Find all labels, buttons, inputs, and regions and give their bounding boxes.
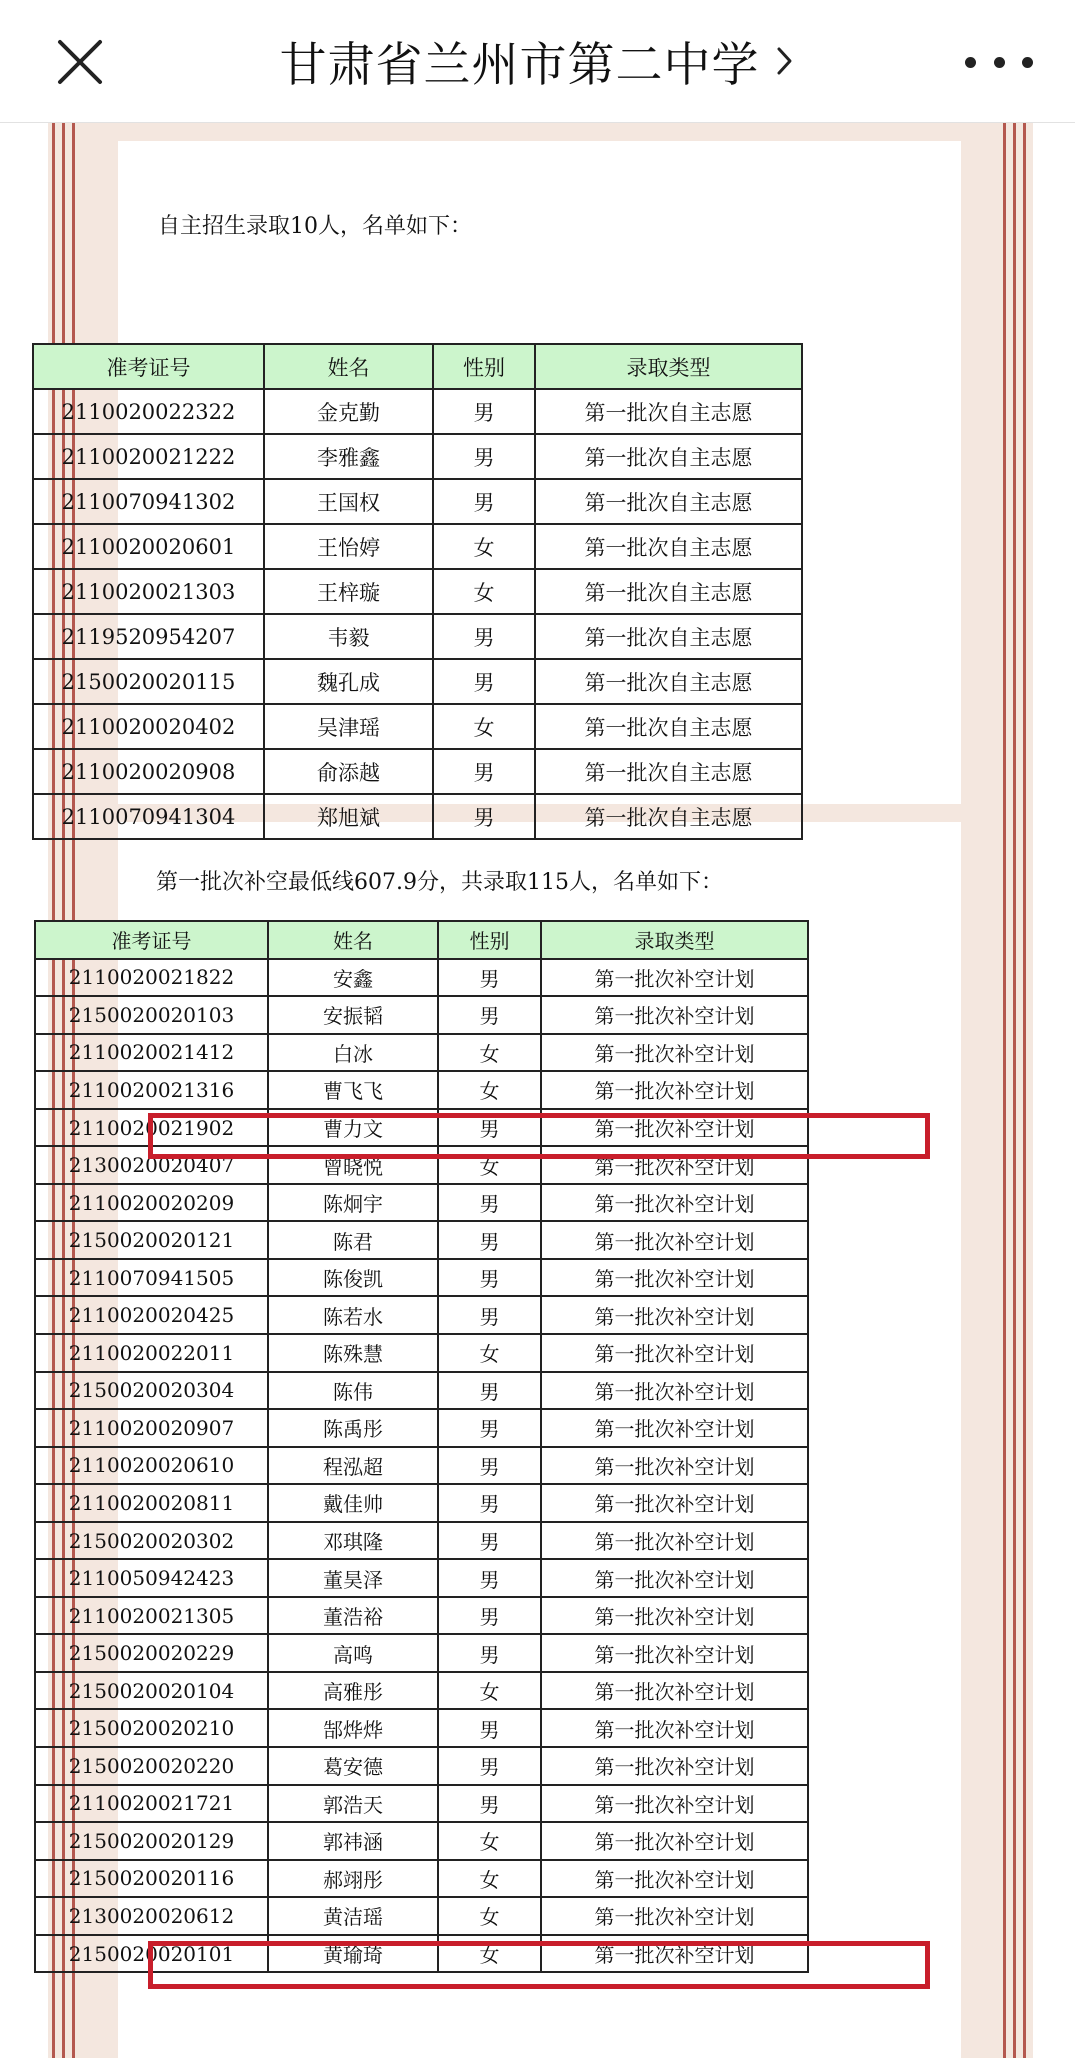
exam-id-cell: 2110020020908 [33,749,264,794]
name-cell: 陈俊凯 [268,1259,438,1297]
exam-id-cell: 2119520954207 [33,614,264,659]
name-cell: 陈君 [268,1221,438,1259]
admission-type-cell: 第一批次补空计划 [541,1447,808,1485]
gender-cell: 女 [438,1071,541,1109]
gender-cell: 男 [433,794,535,839]
gender-cell: 男 [438,1785,541,1823]
table-row [35,996,808,1034]
table-row [35,1747,808,1785]
admission-type-cell: 第一批次补空计划 [541,1334,808,1372]
close-button[interactable] [52,36,108,88]
exam-id-cell: 2110020021222 [33,434,264,479]
name-cell: 郭浩天 [268,1785,438,1823]
exam-id-cell: 2110020020811 [35,1484,268,1522]
name-cell: 董浩裕 [268,1597,438,1635]
admission-type-cell: 第一批次补空计划 [541,1747,808,1785]
column-header: 录取类型 [535,344,802,389]
name-cell: 陈禹彤 [268,1409,438,1447]
name-cell: 安振韬 [268,996,438,1034]
table-row [35,1372,808,1410]
gender-cell: 男 [438,1372,541,1410]
exam-id-cell: 2110020021305 [35,1597,268,1635]
name-cell: 陈炯宇 [268,1184,438,1222]
name-cell: 郑旭斌 [264,794,433,839]
admission-type-cell: 第一批次补空计划 [541,1559,808,1597]
admission-type-cell: 第一批次补空计划 [541,1785,808,1823]
table-row [33,794,802,839]
name-cell: 黄瑜琦 [268,1935,438,1973]
table-row [35,1447,808,1485]
exam-id-cell: 2130020020407 [35,1146,268,1184]
table-row [35,1935,808,1973]
name-cell: 高鸣 [268,1634,438,1672]
column-header: 性别 [433,344,535,389]
admission-type-cell: 第一批次自主志愿 [535,524,802,569]
name-cell: 曹力文 [268,1109,438,1147]
admission-type-cell: 第一批次自主志愿 [535,479,802,524]
name-cell: 董昊泽 [268,1559,438,1597]
gender-cell: 男 [438,1221,541,1259]
name-cell: 韦毅 [264,614,433,659]
admission-type-cell: 第一批次补空计划 [541,1897,808,1935]
name-cell: 葛安德 [268,1747,438,1785]
admission-type-cell: 第一批次自主志愿 [535,389,802,434]
admission-type-cell: 第一批次补空计划 [541,1146,808,1184]
gender-cell: 女 [433,704,535,749]
table-row [35,1071,808,1109]
exam-id-cell: 2110020020601 [33,524,264,569]
table-row [35,1709,808,1747]
table-row [33,569,802,614]
exam-id-cell: 2110050942423 [35,1559,268,1597]
name-cell: 陈伟 [268,1372,438,1410]
table-row [35,1109,808,1147]
gender-cell: 男 [438,1634,541,1672]
frame-stripe [1013,123,1016,2058]
table-row [35,1259,808,1297]
name-cell: 曾晓悦 [268,1146,438,1184]
exam-id-cell: 2110020020402 [33,704,264,749]
table-row [35,1785,808,1823]
section-intro: 自主招生录取10人，名单如下： [158,214,472,239]
exam-id-cell: 2110070941302 [33,479,264,524]
exam-id-cell: 2150020020220 [35,1747,268,1785]
name-cell: 戴佳帅 [268,1484,438,1522]
table-row [35,1822,808,1860]
gender-cell: 男 [438,1109,541,1147]
name-cell: 郜烨烨 [268,1709,438,1747]
close-icon [56,38,104,86]
name-cell: 安鑫 [268,959,438,997]
name-cell: 曹飞飞 [268,1071,438,1109]
table-row [35,1559,808,1597]
exam-id-cell: 2150020020210 [35,1709,268,1747]
exam-id-cell: 2110020022322 [33,389,264,434]
exam-id-cell: 2150020020103 [35,996,268,1034]
gender-cell: 男 [438,1296,541,1334]
admission-type-cell: 第一批次补空计划 [541,1221,808,1259]
admission-type-cell: 第一批次补空计划 [541,1184,808,1222]
exam-id-cell: 2110020020209 [35,1184,268,1222]
table-row [35,1897,808,1935]
exam-id-cell: 2110020021412 [35,1034,268,1072]
table-row [35,1860,808,1898]
table-row [35,1184,808,1222]
gender-cell: 男 [438,1709,541,1747]
independent-admission-table [32,343,803,840]
nav-bar [0,0,1075,123]
name-cell: 白冰 [268,1034,438,1072]
table-row [35,1672,808,1710]
name-cell: 陈殊慧 [268,1334,438,1372]
exam-id-cell: 2150020020121 [35,1221,268,1259]
gender-cell: 男 [438,1484,541,1522]
column-header: 性别 [438,921,541,959]
table-row [33,389,802,434]
admission-type-cell: 第一批次补空计划 [541,1709,808,1747]
exam-id-cell: 2110020021822 [35,959,268,997]
exam-id-cell: 2150020020302 [35,1522,268,1560]
admission-type-cell: 第一批次补空计划 [541,1034,808,1072]
admission-type-cell: 第一批次自主志愿 [535,434,802,479]
exam-id-cell: 2110020021316 [35,1071,268,1109]
admission-type-cell: 第一批次补空计划 [541,1672,808,1710]
table-row [35,1597,808,1635]
table-row [33,614,802,659]
exam-id-cell: 2110020021303 [33,569,264,614]
gender-cell: 男 [433,749,535,794]
admission-type-cell: 第一批次自主志愿 [535,749,802,794]
admission-type-cell: 第一批次补空计划 [541,1109,808,1147]
table-row [35,1334,808,1372]
name-cell: 黄洁瑶 [268,1897,438,1935]
name-cell: 王国权 [264,479,433,524]
gender-cell: 男 [433,434,535,479]
table-row [35,1522,808,1560]
gender-cell: 男 [433,389,535,434]
name-cell: 王怡婷 [264,524,433,569]
gender-cell: 女 [438,1860,541,1898]
exam-id-cell: 2110070941505 [35,1259,268,1297]
exam-id-cell: 2150020020116 [35,1860,268,1898]
table-row [33,704,802,749]
more-button[interactable] [965,44,1033,80]
admission-type-cell: 第一批次补空计划 [541,1597,808,1635]
table-row [33,659,802,704]
name-cell: 魏孔成 [264,659,433,704]
table-row [35,1484,808,1522]
admission-type-cell: 第一批次补空计划 [541,1935,808,1973]
gender-cell: 女 [438,1146,541,1184]
table-row [33,479,802,524]
gender-cell: 男 [438,959,541,997]
table-row [35,959,808,997]
exam-id-cell: 2150020020101 [35,1935,268,1973]
admission-type-cell: 第一批次自主志愿 [535,614,802,659]
chevron-right-icon [774,43,796,79]
exam-id-cell: 2150020020104 [35,1672,268,1710]
gender-cell: 男 [438,1447,541,1485]
gender-cell: 男 [438,1184,541,1222]
gender-cell: 女 [438,1822,541,1860]
admission-type-cell: 第一批次补空计划 [541,1484,808,1522]
exam-id-cell: 2110020021902 [35,1109,268,1147]
exam-id-cell: 2110020020907 [35,1409,268,1447]
admission-type-cell: 第一批次自主志愿 [535,659,802,704]
admission-type-cell: 第一批次补空计划 [541,1409,808,1447]
name-cell: 李雅鑫 [264,434,433,479]
exam-id-cell: 2150020020304 [35,1372,268,1410]
exam-id-cell: 2130020020612 [35,1897,268,1935]
admission-type-cell: 第一批次补空计划 [541,1634,808,1672]
column-header: 准考证号 [33,344,264,389]
table-row [35,1221,808,1259]
gender-cell: 女 [438,1672,541,1710]
admission-type-cell: 第一批次补空计划 [541,1259,808,1297]
supplementary-admission-table [34,920,809,1973]
exam-id-cell: 2150020020229 [35,1634,268,1672]
gender-cell: 男 [438,1559,541,1597]
table-row [33,434,802,479]
name-cell: 王梓璇 [264,569,433,614]
admission-type-cell: 第一批次自主志愿 [535,569,802,614]
frame-stripe [1003,123,1006,2058]
table-row [33,749,802,794]
gender-cell: 女 [433,569,535,614]
admission-type-cell: 第一批次补空计划 [541,996,808,1034]
gender-cell: 男 [433,659,535,704]
more-dot-icon [1022,57,1033,68]
table-row [35,1409,808,1447]
exam-id-cell: 2150020020115 [33,659,264,704]
article-body[interactable] [0,123,1075,2058]
name-cell: 郝翊彤 [268,1860,438,1898]
more-dot-icon [965,57,976,68]
exam-id-cell: 2110070941304 [33,794,264,839]
admission-type-cell: 第一批次补空计划 [541,1860,808,1898]
gender-cell: 女 [438,1935,541,1973]
admission-type-cell: 第一批次补空计划 [541,1071,808,1109]
gender-cell: 男 [438,1522,541,1560]
section-intro: 第一批次补空最低线607.9分，共录取115人，名单如下： [156,870,723,895]
gender-cell: 男 [438,1747,541,1785]
gender-cell: 女 [433,524,535,569]
gender-cell: 男 [438,1597,541,1635]
gender-cell: 男 [433,479,535,524]
gender-cell: 男 [433,614,535,659]
gender-cell: 女 [438,1334,541,1372]
admission-type-cell: 第一批次补空计划 [541,1822,808,1860]
admission-type-cell: 第一批次补空计划 [541,1522,808,1560]
exam-id-cell: 2110020021721 [35,1785,268,1823]
name-cell: 程泓超 [268,1447,438,1485]
gender-cell: 男 [438,1409,541,1447]
name-cell: 吴津瑶 [264,704,433,749]
more-dot-icon [994,57,1005,68]
admission-type-cell: 第一批次自主志愿 [535,794,802,839]
name-cell: 高雅彤 [268,1672,438,1710]
frame-stripe [1023,123,1026,2058]
gender-cell: 女 [438,1034,541,1072]
name-cell: 郭祎涵 [268,1822,438,1860]
name-cell: 邓琪隆 [268,1522,438,1560]
exam-id-cell: 2110020020425 [35,1296,268,1334]
name-cell: 陈若水 [268,1296,438,1334]
gender-cell: 男 [438,996,541,1034]
gender-cell: 男 [438,1259,541,1297]
exam-id-cell: 2150020020129 [35,1822,268,1860]
exam-id-cell: 2110020020610 [35,1447,268,1485]
table-row [35,1634,808,1672]
column-header: 录取类型 [541,921,808,959]
column-header: 姓名 [264,344,433,389]
table-row [35,1146,808,1184]
admission-type-cell: 第一批次补空计划 [541,1296,808,1334]
page-title: 甘肃省兰州市第二中学 [279,37,760,93]
admission-type-cell: 第一批次补空计划 [541,1372,808,1410]
name-cell: 金克勤 [264,389,433,434]
column-header: 姓名 [268,921,438,959]
admission-type-cell: 第一批次补空计划 [541,959,808,997]
table-row [35,1296,808,1334]
account-title-link[interactable] [280,28,796,95]
gender-cell: 女 [438,1897,541,1935]
admission-type-cell: 第一批次自主志愿 [535,704,802,749]
column-header: 准考证号 [35,921,268,959]
table-row [33,524,802,569]
name-cell: 俞添越 [264,749,433,794]
table-row [35,1034,808,1072]
exam-id-cell: 2110020022011 [35,1334,268,1372]
